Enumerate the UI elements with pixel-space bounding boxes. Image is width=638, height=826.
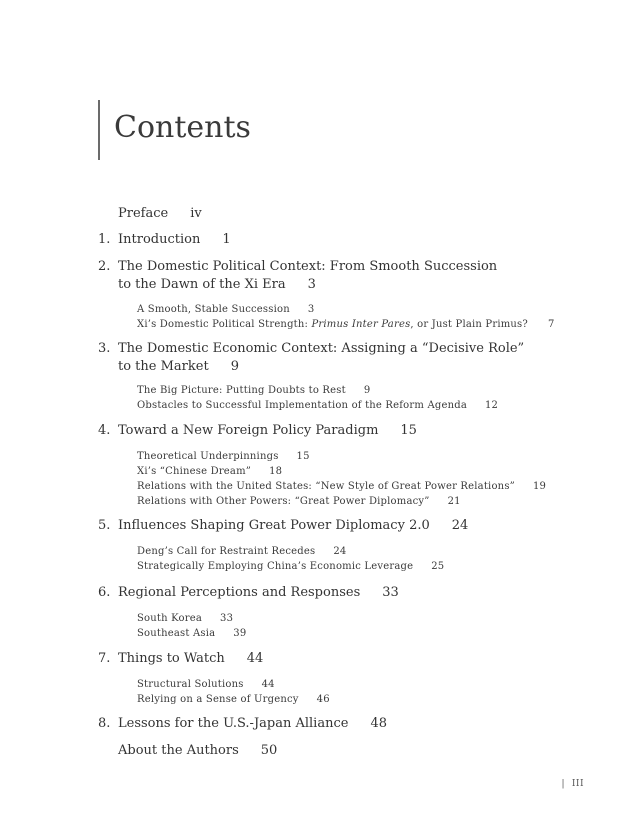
heading-rule [98, 100, 100, 160]
toc-page-number: 9 [363, 385, 371, 396]
toc-subentry-title: Theoretical Underpinnings [137, 451, 279, 462]
toc-page-number: 3 [307, 277, 316, 292]
toc-page-number: 44 [246, 651, 264, 666]
toc-page-number: 15 [296, 451, 310, 462]
toc-entry-preface[interactable] [118, 205, 202, 223]
toc-page-number: 33 [220, 613, 234, 624]
toc-entry-8[interactable] [98, 715, 387, 733]
toc-entry-number: 7. [98, 651, 111, 666]
page-folio [562, 779, 584, 789]
toc-page-number: 39 [233, 628, 247, 639]
toc-subentry-title: Strategically Employing China’s Economic Leverage [137, 561, 414, 572]
page-title: Contents [114, 110, 251, 145]
toc-entry-number: 6. [98, 585, 111, 600]
toc-entry-1[interactable] [98, 231, 231, 249]
toc-page-number: 33 [382, 585, 399, 600]
toc-page-number: 46 [316, 694, 330, 705]
toc-entry-number: 4. [98, 423, 111, 438]
toc-subentry-title: Obstacles to Successful Implementation of the Reform Agenda [137, 400, 467, 411]
toc-entry-6[interactable] [98, 584, 399, 602]
toc-subentry[interactable] [137, 626, 246, 641]
toc-page-number: 24 [333, 546, 347, 557]
toc-entry-5[interactable] [98, 517, 468, 535]
toc-entry-title: Toward a New Foreign Policy Paradigm [118, 423, 379, 438]
toc-entry-7[interactable] [98, 650, 263, 668]
toc-page-number: 19 [532, 481, 547, 492]
toc-page-number: 3 [307, 304, 315, 315]
toc-subentry[interactable] [137, 383, 370, 398]
toc-subentry-title: Xi’s Domestic Political Strength: Primus Inter Pares, or Just Plain Primus? [137, 319, 528, 330]
toc-entry-title: Influences Shaping Great Power Diplomacy 2.0 [118, 518, 430, 533]
folio-bar: | [561, 779, 566, 789]
toc-page-number: 1 [222, 232, 231, 247]
toc-subentry-title: South Korea [137, 613, 203, 624]
toc-page-number: 44 [261, 679, 275, 690]
toc-subentry[interactable] [137, 677, 275, 692]
toc-page-number: 12 [485, 400, 499, 411]
toc-entry-title-line: to the Market [118, 359, 209, 374]
toc-subentry[interactable] [137, 317, 555, 332]
toc-subentry[interactable] [137, 449, 310, 464]
toc-entry-number: 2. [98, 259, 111, 274]
toc-entry-number: 1. [98, 232, 111, 247]
toc-entry-title [118, 340, 524, 376]
toc-subentry-title: Relying on a Sense of Urgency [137, 694, 299, 705]
toc-entry-number: 3. [98, 341, 111, 356]
toc-subentry[interactable] [137, 398, 498, 413]
toc-page-number: 48 [370, 716, 387, 731]
toc-entry-title-line: The Domestic Political Context: From Smooth Succession [118, 259, 498, 274]
toc-entry-number: 8. [98, 716, 111, 731]
toc-subentry-title: Southeast Asia [137, 628, 216, 639]
toc-entry-4[interactable] [98, 422, 417, 440]
toc-page-number: 15 [400, 423, 417, 438]
toc-entry-title: Preface [118, 206, 169, 221]
toc-entry-title-line: to the Dawn of the Xi Era [118, 277, 286, 292]
toc-subentry[interactable] [137, 479, 546, 494]
toc-entry-title: Introduction [118, 232, 201, 247]
toc-entry-number: 5. [98, 518, 111, 533]
toc-subentry[interactable] [137, 692, 330, 707]
toc-entry-2[interactable] [98, 258, 497, 294]
toc-subentry-title: The Big Picture: Putting Doubts to Rest [137, 385, 346, 396]
toc-subentry-title: Xi’s “Chinese Dream” [137, 466, 252, 477]
toc-subentry-title: Structural Solutions [137, 679, 244, 690]
toc-subentry[interactable] [137, 611, 233, 626]
toc-page-number: iv [190, 206, 202, 221]
toc-entry-title: Lessons for the U.S.-Japan Alliance [118, 716, 349, 731]
toc-subentry-title: Relations with Other Powers: “Great Power Diplomacy” [137, 496, 430, 507]
toc-subentry[interactable] [137, 544, 346, 559]
toc-page-number: 7 [547, 319, 555, 330]
toc-subentry[interactable] [137, 559, 444, 574]
toc-entry-3[interactable] [98, 340, 524, 376]
toc-subentry-title: Relations with the United States: “New Style of Great Power Relations” [137, 481, 515, 492]
toc-entry-title-line: The Domestic Economic Context: Assigning a “Decisive Role” [118, 341, 525, 356]
toc-page-number: 21 [447, 496, 461, 507]
toc-subentry-title: Deng’s Call for Restraint Recedes [137, 546, 316, 557]
toc-page-number: 9 [230, 359, 239, 374]
toc-subentry-title: A Smooth, Stable Succession [137, 304, 290, 315]
toc-page-number: 18 [269, 466, 283, 477]
toc-subentry[interactable] [137, 494, 461, 509]
toc-page-number: 24 [451, 518, 469, 533]
toc-entry-title: Regional Perceptions and Responses [118, 585, 361, 600]
toc-entry-title: Things to Watch [118, 651, 225, 666]
folio-page-number: III [571, 779, 584, 789]
toc-entry-title [118, 258, 497, 294]
toc-subentry[interactable] [137, 302, 314, 317]
toc-entry-about-authors[interactable] [118, 742, 277, 760]
toc-page-number: 25 [431, 561, 445, 572]
toc-page-number: 50 [260, 743, 278, 758]
toc-subentry[interactable] [137, 464, 282, 479]
toc-entry-title: About the Authors [118, 743, 239, 758]
